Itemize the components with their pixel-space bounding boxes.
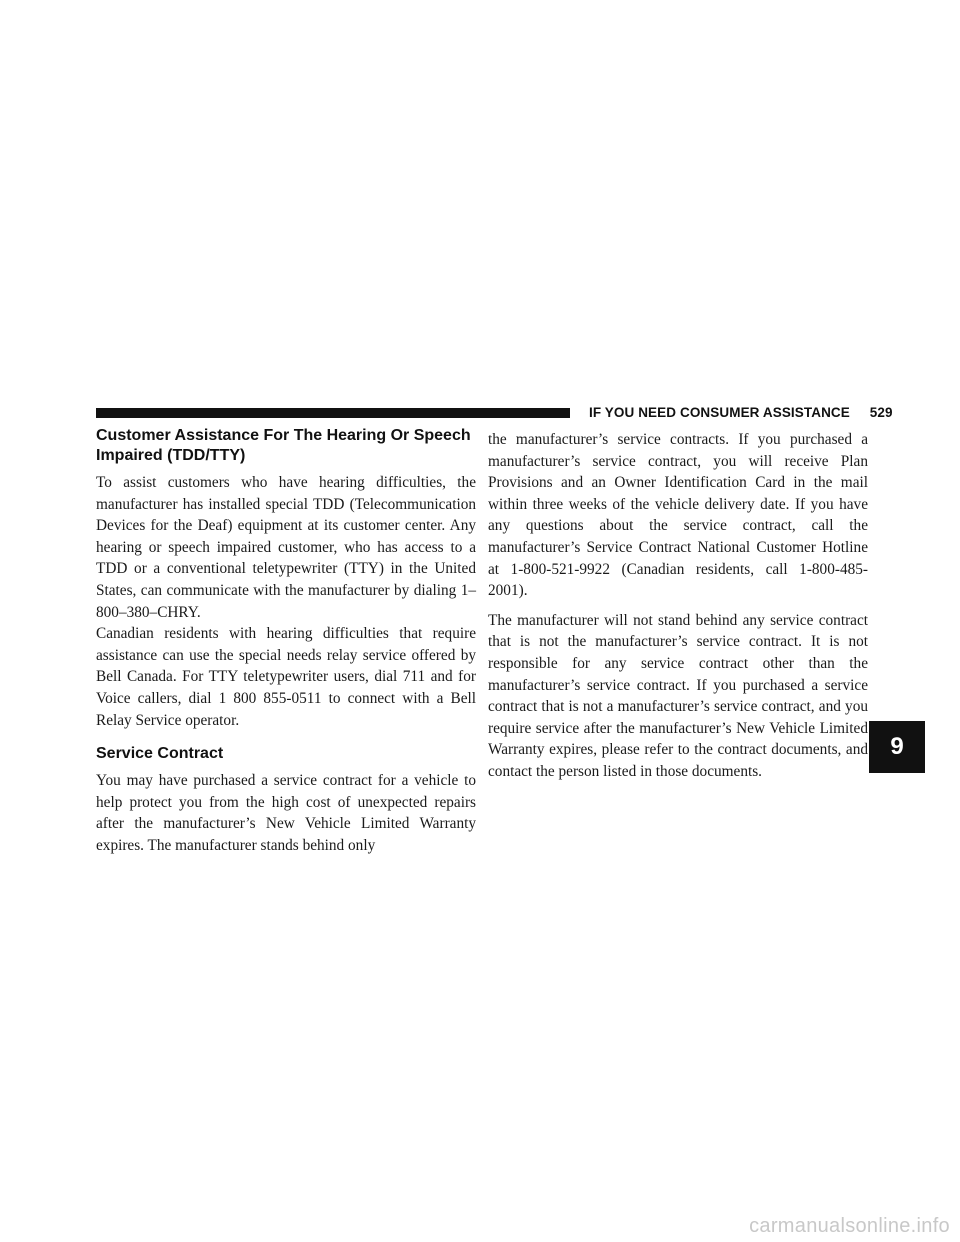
paragraph-service-contract-intro: You may have purchased a service contract for a vehicle to help protect you from the high cost of unexpected repairs after the manufacturer’s New Vehicle Limited Warranty expires. The manufacturer stands behind only (96, 772, 476, 854)
watermark: carmanualsonline.info (749, 1215, 950, 1237)
left-column (96, 426, 476, 857)
paragraph-non-manufacturer-contract: The manufacturer will not stand behind any service contract that is not the manufacturer’s service contract. It is not responsible for any service contract other than the manufacturer’s service contract. If you purchased a service contract that is not a manufacturer’s service contract, and you require service after the manufacturer’s New Vehicle Limited Warranty expires, please refer to the contract documents, and contact the person listed in those documents. (488, 611, 868, 780)
paragraph-tdd-us: To assist customers who have hearing difficulties, the manufacturer has installed special TDD (Telecommunication Devices for the Deaf) equipment at its customer center. Any hearing or speech impaired customer, who has access to a TDD or a conventional teletypewriter (TTY) in the United States, can communicate with the manufacturer by dialing 1–800–380–CHRY. (96, 474, 476, 621)
section-heading-tdd-tty: Customer Assistance For The Hearing Or Speech Impaired (TDD/TTY) (96, 427, 471, 464)
running-head (589, 405, 893, 420)
section-heading-service-contract: Service Contract (96, 745, 224, 763)
running-head-title: IF YOU NEED CONSUMER ASSISTANCE (589, 405, 850, 420)
header-rule (96, 408, 570, 418)
right-column (488, 429, 868, 783)
page-number: 529 (869, 405, 893, 420)
paragraph-tdd-canada: Canadian residents with hearing difficulties that require assistance can use the special needs relay service offered by Bell Canada. For TTY teletypewriter users, dial 711 and for Voice callers, dial 1 800 855-0511 to connect with a Bell Relay Service operator. (96, 625, 476, 729)
paragraph-service-contract-continued: the manufacturer’s service contracts. If you purchased a manufacturer’s service contract, you will receive Plan Provisions and an Owner Identification Card in the mail within three weeks of the vehicle delivery date. If you have any questions about the service contract, call the manufacturer’s Service Contract National Customer Hotline at 1-800-521-9922 (Canadian residents, call 1-800-485-​2001). (488, 431, 868, 600)
chapter-tab: 9 (869, 721, 925, 773)
